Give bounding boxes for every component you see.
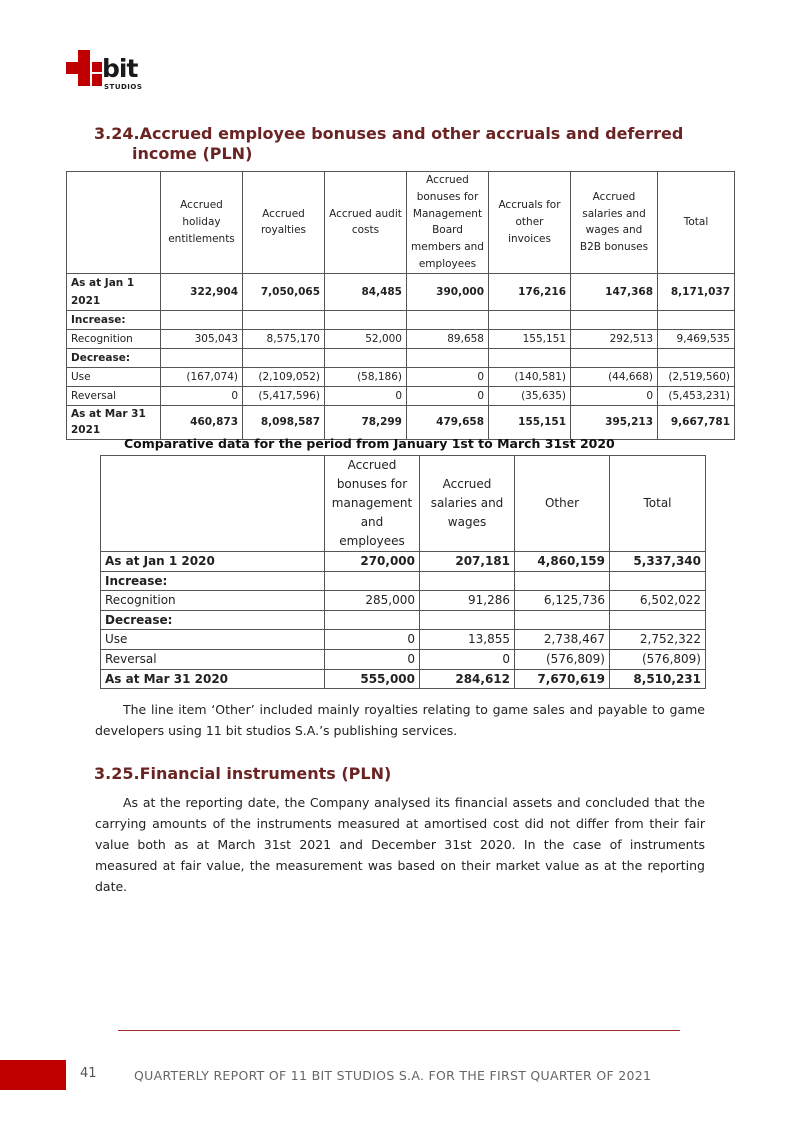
row-label: Reversal <box>101 649 325 669</box>
table-cell: 0 <box>407 386 489 405</box>
column-header: Total <box>610 456 706 552</box>
table-cell: 292,513 <box>571 329 658 348</box>
row-label: As at Mar 31 2020 <box>101 669 325 689</box>
table-cell: (576,809) <box>610 649 706 669</box>
table-cell: 207,181 <box>420 552 515 572</box>
table-cell <box>407 348 489 367</box>
table-row <box>67 348 735 367</box>
logo-subtitle: STUDIOS <box>104 83 143 91</box>
table-row <box>101 591 706 611</box>
table-cell: (44,668) <box>571 367 658 386</box>
row-label: As at Jan 1 2020 <box>101 552 325 572</box>
table-cell: 5,337,340 <box>610 552 706 572</box>
table-cell: 2,738,467 <box>515 630 610 650</box>
table-header-row <box>101 456 706 552</box>
table-cell: 555,000 <box>325 669 420 689</box>
table-row <box>67 386 735 405</box>
section-title: Financial instruments (PLN) <box>139 764 392 783</box>
table-cell: 155,151 <box>489 329 571 348</box>
table-cell: (5,417,596) <box>243 386 325 405</box>
comparative-table-caption: Comparative data for the period from January 1st to March 31st 2020 <box>124 436 615 451</box>
footer-report-title: QUARTERLY REPORT OF 11 BIT STUDIOS S.A. FOR THE FIRST QUARTER OF 2021 <box>134 1068 652 1083</box>
table-cell <box>161 310 243 329</box>
table-cell: 91,286 <box>420 591 515 611</box>
table-cell: 13,855 <box>420 630 515 650</box>
table-cell: 6,502,022 <box>610 591 706 611</box>
table-cell: 89,658 <box>407 329 489 348</box>
table-row <box>67 367 735 386</box>
column-header: Accrued salaries and wages and B2B bonuses <box>571 172 658 274</box>
table-cell: 4,860,159 <box>515 552 610 572</box>
row-label: Reversal <box>67 386 161 405</box>
column-header <box>101 456 325 552</box>
table-cell: 176,216 <box>489 273 571 310</box>
table-cell: (167,074) <box>161 367 243 386</box>
section-heading-3-25 <box>94 764 391 784</box>
table-cell <box>325 571 420 591</box>
table-cell <box>658 348 735 367</box>
column-header: Accrued bonuses for Management Board members and employees <box>407 172 489 274</box>
table-cell <box>571 348 658 367</box>
row-label: Use <box>101 630 325 650</box>
table-cell: 322,904 <box>161 273 243 310</box>
accruals-table-2020 <box>100 455 706 689</box>
table-cell: 285,000 <box>325 591 420 611</box>
row-label: Recognition <box>67 329 161 348</box>
table-cell <box>243 348 325 367</box>
row-label: Decrease: <box>67 348 161 367</box>
table-cell: 7,670,619 <box>515 669 610 689</box>
table-cell <box>658 310 735 329</box>
column-header: Other <box>515 456 610 552</box>
table-cell: (140,581) <box>489 367 571 386</box>
table-cell <box>571 310 658 329</box>
section-title-line2: income (PLN) <box>132 144 253 163</box>
section-number: 3.24. <box>94 124 140 143</box>
row-label: As at Jan 1 2021 <box>67 273 161 310</box>
table-cell: 7,050,065 <box>243 273 325 310</box>
column-header: Accruals for other invoices <box>489 172 571 274</box>
table-row <box>67 405 735 439</box>
table-cell <box>325 610 420 630</box>
table-cell <box>325 310 407 329</box>
table-cell: 390,000 <box>407 273 489 310</box>
table-cell: 78,299 <box>325 405 407 439</box>
table-cell: 9,469,535 <box>658 329 735 348</box>
table-cell <box>420 610 515 630</box>
table-row <box>101 649 706 669</box>
table-cell: 0 <box>571 386 658 405</box>
column-header: Accrued royalties <box>243 172 325 274</box>
financial-instruments-paragraph: As at the reporting date, the Company analysed its financial assets and concluded that the carrying amounts of the instruments measured at amortised cost did not differ from their fair value both as at March 31st 2021 and December 31st 2020. In the case of instruments measured at fair value, the measurement was based on their market value as at the reporting date. <box>95 795 705 894</box>
column-header <box>67 172 161 274</box>
table-cell: 305,043 <box>161 329 243 348</box>
table-cell <box>610 610 706 630</box>
table-cell: 0 <box>325 386 407 405</box>
table-cell: 0 <box>161 386 243 405</box>
table-row <box>101 630 706 650</box>
table-cell <box>325 348 407 367</box>
table-cell: (2,519,560) <box>658 367 735 386</box>
table-cell: 8,098,587 <box>243 405 325 439</box>
table-row <box>67 329 735 348</box>
row-label: Use <box>67 367 161 386</box>
column-header: Accrued bonuses for management and employees <box>325 456 420 552</box>
table-cell: (35,635) <box>489 386 571 405</box>
footer-divider <box>118 1030 680 1031</box>
table-cell <box>243 310 325 329</box>
other-line-item-note: The line item ‘Other’ included mainly royalties relating to game sales and payable to game developers using 11 bit studios S.A.’s publishing services. <box>95 702 705 738</box>
table-cell: 479,658 <box>407 405 489 439</box>
table-cell <box>489 348 571 367</box>
table-cell: 8,171,037 <box>658 273 735 310</box>
table-cell: (58,186) <box>325 367 407 386</box>
table-cell <box>420 571 515 591</box>
table-cell: 0 <box>325 649 420 669</box>
table-row <box>101 552 706 572</box>
table-cell <box>489 310 571 329</box>
section-number: 3.25. <box>94 764 140 783</box>
table-cell: (5,453,231) <box>658 386 735 405</box>
table-cell: 0 <box>325 630 420 650</box>
column-header: Accrued audit costs <box>325 172 407 274</box>
table-cell: 395,213 <box>571 405 658 439</box>
table-row <box>101 571 706 591</box>
table-row <box>101 610 706 630</box>
row-label: Recognition <box>101 591 325 611</box>
table-row <box>101 669 706 689</box>
section-title-line1: Accrued employee bonuses and other accruals and deferred <box>139 124 684 143</box>
accruals-table-2021 <box>66 171 735 440</box>
table-cell: (2,109,052) <box>243 367 325 386</box>
page-number: 41 <box>80 1066 97 1081</box>
column-header: Accrued salaries and wages <box>420 456 515 552</box>
table-cell <box>515 610 610 630</box>
table-cell: 270,000 <box>325 552 420 572</box>
table-cell: 52,000 <box>325 329 407 348</box>
table-cell: 155,151 <box>489 405 571 439</box>
table-cell: 0 <box>420 649 515 669</box>
table-cell <box>610 571 706 591</box>
row-label: Decrease: <box>101 610 325 630</box>
table-cell <box>161 348 243 367</box>
table-cell: 9,667,781 <box>658 405 735 439</box>
table-cell: (576,809) <box>515 649 610 669</box>
table-cell <box>407 310 489 329</box>
table-cell: 2,752,322 <box>610 630 706 650</box>
column-header: Total <box>658 172 735 274</box>
table-cell: 6,125,736 <box>515 591 610 611</box>
table-cell: 84,485 <box>325 273 407 310</box>
logo-wordmark: bit <box>102 54 138 83</box>
table-row <box>67 273 735 310</box>
logo-mark-icon <box>66 50 106 88</box>
table-cell: 460,873 <box>161 405 243 439</box>
table-cell: 8,575,170 <box>243 329 325 348</box>
footer-accent-block <box>0 1060 66 1090</box>
table-header-row <box>67 172 735 274</box>
row-label: Increase: <box>67 310 161 329</box>
row-label: As at Mar 31 2021 <box>67 405 161 439</box>
table-cell: 8,510,231 <box>610 669 706 689</box>
table-cell: 284,612 <box>420 669 515 689</box>
row-label: Increase: <box>101 571 325 591</box>
table-cell <box>515 571 610 591</box>
section-heading-3-24 <box>94 124 694 164</box>
table-row <box>67 310 735 329</box>
table-cell: 0 <box>407 367 489 386</box>
column-header: Accrued holiday entitlements <box>161 172 243 274</box>
table-cell: 147,368 <box>571 273 658 310</box>
